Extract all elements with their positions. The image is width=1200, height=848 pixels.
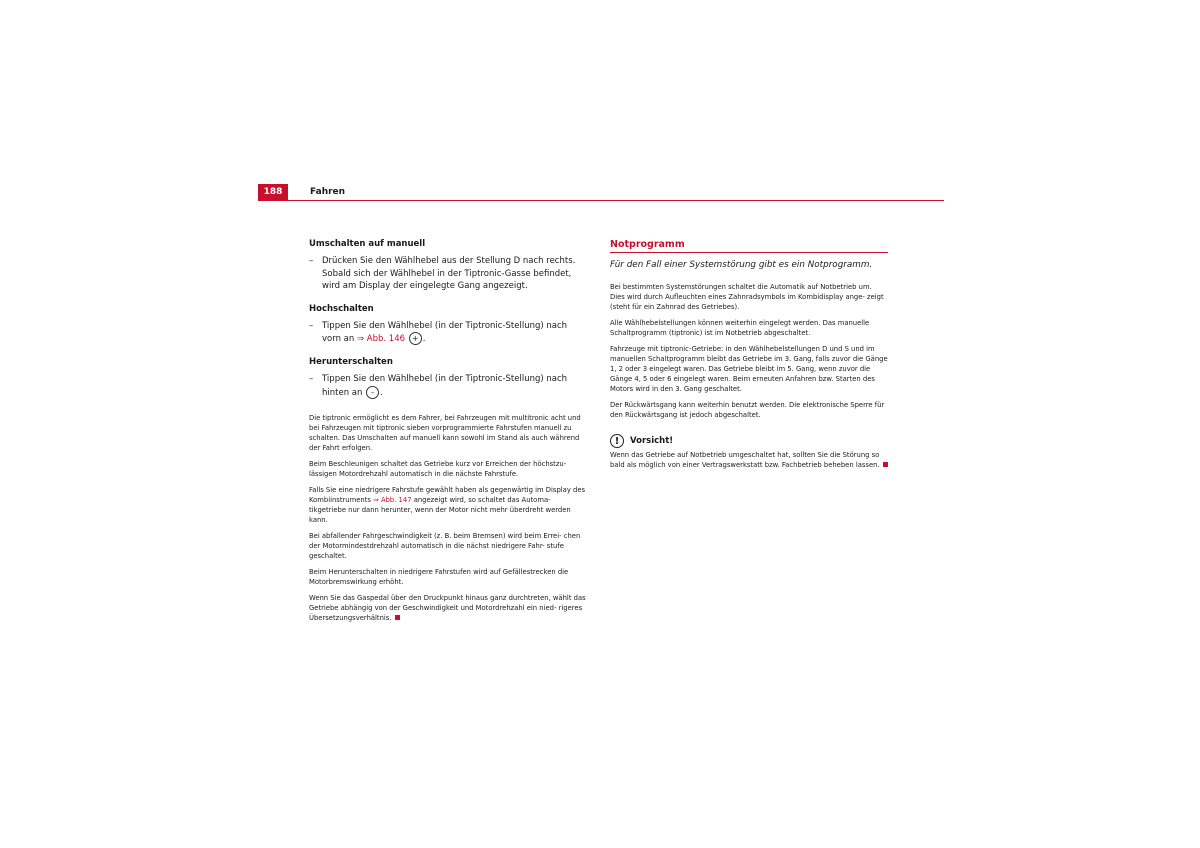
header-rule — [258, 200, 944, 201]
instruction-step — [309, 255, 586, 293]
instruction-step — [309, 373, 586, 399]
figure-reference[interactable]: ⇒ Abb. 147 — [373, 496, 412, 505]
section-title: Notprogramm — [610, 239, 685, 250]
plus-symbol-icon: + — [409, 332, 422, 345]
step-text: Tippen Sie den Wählhebel (in der Tiptronic-Stellung) nach vorn an — [322, 320, 568, 345]
step-text: Drücken Sie den Wählhebel aus der Stellung D nach rechts. Sobald sich der Wählhebel in der Tiptronic-Gasse befindet, wird am Display der eingelegte Gang angezeigt. — [322, 256, 576, 292]
page-number: 188 — [258, 184, 288, 200]
paragraph-text: angezeigt wird, so schaltet das Automa- tikgetriebe nur dann herunter, wenn der Motor nicht mehr überdreht werden kann. — [309, 496, 571, 525]
body-paragraph: Die tiptronic ermöglicht es dem Fahrer, bei Fahrzeugen mit multitronic acht und bei Fahrzeugen mit tiptronic sieben vorprogrammierte Fahrstufen manuell zu schalten. Das Umschalten auf manuell kann sowohl im Stand als auch während der Fahrt erfolgen. — [309, 414, 581, 453]
bullet-dash: – — [309, 256, 314, 266]
body-paragraph: Bei bestimmten Systemstörungen schaltet die Automatik auf Notbetrieb um. Dies wird durch Aufleuchten eines Zahnradsymbols im Kombidisplay ange- zeigt (steht für ein Zahnrad des Getriebes). — [610, 283, 884, 311]
body-paragraph: Alle Wählhebelstellungen können weiterhin eingelegt werden. Das manuelle Schaltprogramm (tiptronic) ist im Notbetrieb abgeschaltet. — [610, 319, 870, 337]
section-upshift — [309, 303, 586, 346]
section-manual-mode — [309, 238, 586, 293]
bullet-dash: – — [309, 373, 314, 384]
page-header — [258, 184, 944, 201]
body-paragraph: Beim Herunterschalten in niedrigere Fahrstufen wird auf Gefällestrecken die Motorbremswirkung erhöht. — [309, 568, 569, 587]
body-paragraph: Bei abfallender Fahrgeschwindigkeit (z. B. beim Bremsen) wird beim Errei- chen der Motormindestdrehzahl automatisch in die nächst niedrigere Fahr- stufe geschaltet. — [309, 532, 581, 561]
step-end: . — [422, 334, 426, 345]
paragraph-text: Falls Sie eine niedrigere Fahrstufe gewählt haben als gegenwärtig im Display des Kombiinstruments — [309, 486, 586, 505]
body-paragraph — [309, 593, 586, 623]
body-paragraph — [309, 485, 586, 525]
warning-title: Vorsicht! — [630, 436, 674, 446]
instruction-step — [309, 320, 586, 346]
section-heading: Umschalten auf manuell — [309, 239, 426, 249]
warning-body: Wenn das Getriebe auf Notbetrieb umgeschaltet hat, sollten Sie die Störung so bald als möglich von einer Vertragswerkstatt bzw. Fachbetrieb beheben lassen. — [610, 451, 880, 469]
body-paragraph: Der Rückwärtsgang kann weiterhin benutzt werden. Die elektronische Sperre für den Rückwärtsgang ist jedoch abgeschaltet. — [610, 401, 885, 419]
section-downshift — [309, 356, 586, 399]
step-text: Tippen Sie den Wählhebel (in der Tiptronic-Stellung) nach hinten an — [322, 373, 568, 398]
minus-symbol-icon: - — [366, 386, 379, 399]
chapter-title: Fahren — [310, 187, 346, 197]
warning-text — [610, 450, 888, 470]
body-paragraph: Fahrzeuge mit tiptronic-Getriebe: in den Wählhebelstellungen D und S und im manuellen Schaltprogramm bleibt das Getriebe im 3. Gang, falls zuvor die Gänge 1, 2 oder 3 eingelegt waren. Das Getriebe bleibt im 5. Gang, wenn zuvor die Gänge 4, 5 oder 6 eingelegt waren. Beim erneuten Anfahren bzw. Starten des Motors wird in den 3. Gang geschaltet. — [610, 345, 888, 393]
paragraph-text: Wenn Sie das Gaspedal über den Druckpunkt hinaus ganz durchtreten, wählt das Getriebe abhängig von der Geschwindigkeit und Motordrehzahl ein nied- rigeres Übersetzungsverhältnis. — [309, 594, 586, 623]
section-heading: Hochschalten — [309, 303, 374, 314]
bullet-dash: – — [309, 320, 314, 331]
section-rule — [610, 252, 888, 253]
body-paragraph: Beim Beschleunigen schaltet das Getriebe kurz vor Erreichen der höchstzu- lässigen Motordrehzahl automatisch in die nächste Fahrstufe. — [309, 460, 567, 479]
step-end: . — [380, 387, 383, 398]
end-of-section-mark — [395, 615, 400, 620]
warning-icon: ! — [610, 434, 624, 448]
end-of-section-mark — [883, 462, 888, 467]
section-heading: Herunterschalten — [309, 356, 393, 367]
left-column — [309, 238, 586, 629]
section-lead: Für den Fall einer Systemstörung gibt es ein Notprogramm. — [610, 260, 873, 270]
figure-reference[interactable]: ⇒ Abb. 146 — [356, 334, 406, 345]
right-column — [610, 238, 888, 476]
warning-header — [610, 434, 888, 448]
